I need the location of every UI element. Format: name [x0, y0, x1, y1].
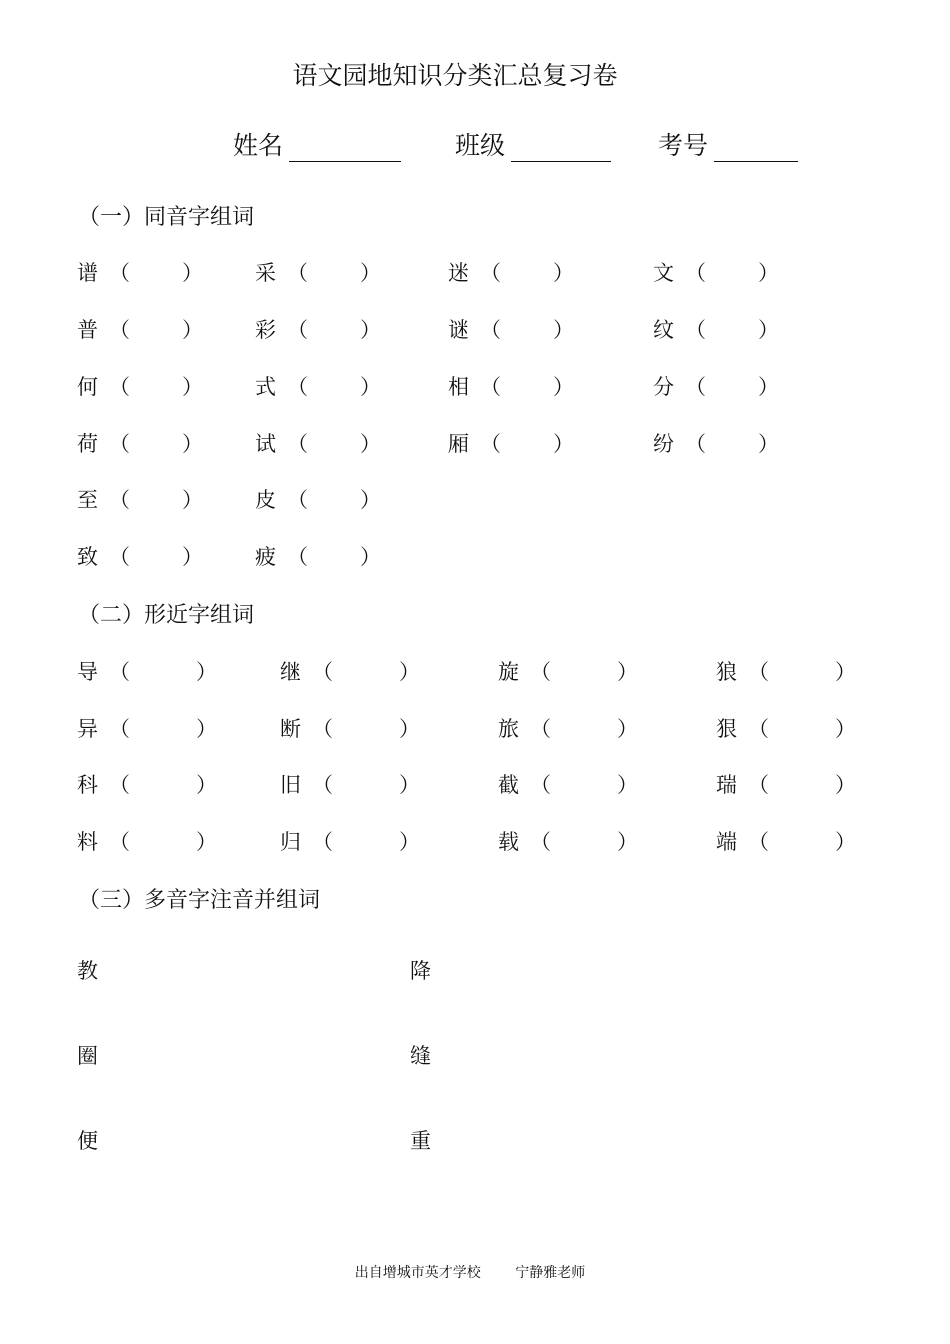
answer-blank[interactable]: [130, 428, 182, 458]
right-paren: ）: [553, 261, 574, 285]
word-entry: [448, 314, 574, 344]
word-entry: [255, 257, 381, 287]
right-paren: ）: [360, 318, 381, 342]
left-paren: （: [312, 830, 333, 854]
right-paren: ）: [758, 432, 779, 456]
answer-blank[interactable]: [130, 656, 196, 686]
left-paren: （: [480, 261, 501, 285]
footer-teacher: 宁静雅老师: [515, 1265, 586, 1281]
character: 至: [77, 488, 98, 512]
right-paren: ）: [553, 432, 574, 456]
left-paren: （: [480, 432, 501, 456]
polyphone-character: 圈: [77, 1044, 98, 1068]
character: 旅: [498, 717, 519, 741]
answer-blank[interactable]: [333, 769, 399, 799]
polyphone-character: 便: [77, 1129, 98, 1153]
left-paren: （: [109, 318, 130, 342]
left-paren: （: [748, 830, 769, 854]
left-paren: （: [685, 432, 706, 456]
word-entry: [448, 428, 574, 458]
character: 继: [280, 660, 301, 684]
left-paren: （: [287, 318, 308, 342]
left-paren: （: [287, 545, 308, 569]
answer-blank[interactable]: [333, 826, 399, 856]
character: 端: [716, 830, 737, 854]
word-entry: [255, 314, 381, 344]
section-heading-homophones: （一）同音字组词: [78, 205, 255, 230]
left-paren: （: [530, 830, 551, 854]
right-paren: ）: [360, 488, 381, 512]
word-entry: [77, 257, 203, 287]
character: 科: [77, 773, 98, 797]
answer-blank[interactable]: [769, 656, 835, 686]
right-paren: ）: [182, 318, 203, 342]
character: 载: [498, 830, 519, 854]
character: 分: [653, 375, 674, 399]
character: 料: [77, 830, 98, 854]
word-entry: [77, 656, 217, 686]
word-entry: [77, 826, 217, 856]
answer-blank[interactable]: [706, 314, 758, 344]
answer-blank[interactable]: [551, 826, 617, 856]
right-paren: ）: [182, 375, 203, 399]
left-paren: （: [109, 261, 130, 285]
character: 厢: [448, 432, 469, 456]
right-paren: ）: [617, 660, 638, 684]
answer-blank[interactable]: [130, 484, 182, 514]
right-paren: ）: [360, 545, 381, 569]
answer-blank[interactable]: [308, 371, 360, 401]
character: 何: [77, 375, 98, 399]
right-paren: ）: [196, 660, 217, 684]
left-paren: （: [312, 660, 333, 684]
polyphone-character: 教: [77, 959, 98, 983]
right-paren: ）: [553, 375, 574, 399]
character: 狠: [716, 717, 737, 741]
word-entry: [280, 656, 420, 686]
left-paren: （: [287, 488, 308, 512]
answer-blank[interactable]: [130, 769, 196, 799]
answer-blank[interactable]: [308, 428, 360, 458]
right-paren: ）: [835, 830, 856, 854]
character: 迷: [448, 261, 469, 285]
character: 谱: [77, 261, 98, 285]
word-entry: [716, 826, 856, 856]
answer-blank[interactable]: [769, 713, 835, 743]
answer-blank[interactable]: [551, 713, 617, 743]
character: 试: [255, 432, 276, 456]
character: 瑞: [716, 773, 737, 797]
answer-blank[interactable]: [130, 713, 196, 743]
word-entry: [653, 314, 779, 344]
character: 文: [653, 261, 674, 285]
right-paren: ）: [399, 830, 420, 854]
left-paren: （: [748, 773, 769, 797]
right-paren: ）: [835, 660, 856, 684]
left-paren: （: [109, 773, 130, 797]
word-entry: [77, 484, 203, 514]
word-entry: [255, 371, 381, 401]
character: 普: [77, 318, 98, 342]
character: 导: [77, 660, 98, 684]
character: 疲: [255, 545, 276, 569]
character: 截: [498, 773, 519, 797]
answer-blank[interactable]: [130, 541, 182, 571]
left-paren: （: [480, 318, 501, 342]
word-entry: [653, 257, 779, 287]
answer-blank[interactable]: [130, 371, 182, 401]
word-entry: [498, 826, 638, 856]
word-entry: [280, 713, 420, 743]
footer: [0, 1262, 940, 1282]
right-paren: ）: [617, 717, 638, 741]
answer-blank[interactable]: [501, 428, 553, 458]
section-heading-polyphones: （三）多音字注音并组词: [78, 888, 321, 913]
page-title: 语文园地知识分类汇总复习卷: [292, 61, 618, 90]
character: 狼: [716, 660, 737, 684]
left-paren: （: [530, 717, 551, 741]
character: 式: [255, 375, 276, 399]
word-entry: [716, 769, 856, 799]
right-paren: ）: [758, 375, 779, 399]
right-paren: ）: [399, 773, 420, 797]
word-entry: [255, 428, 381, 458]
left-paren: （: [109, 545, 130, 569]
right-paren: ）: [182, 261, 203, 285]
right-paren: ）: [360, 375, 381, 399]
answer-blank[interactable]: [130, 257, 182, 287]
character: 相: [448, 375, 469, 399]
character: 采: [255, 261, 276, 285]
left-paren: （: [287, 432, 308, 456]
left-paren: （: [685, 318, 706, 342]
left-paren: （: [109, 375, 130, 399]
character: 荷: [77, 432, 98, 456]
word-entry: [255, 484, 381, 514]
character: 断: [280, 717, 301, 741]
left-paren: （: [109, 432, 130, 456]
footer-source: 出自增城市英才学校: [354, 1265, 481, 1281]
left-paren: （: [287, 261, 308, 285]
right-paren: ）: [182, 488, 203, 512]
left-paren: （: [109, 830, 130, 854]
word-entry: [77, 713, 217, 743]
left-paren: （: [312, 717, 333, 741]
right-paren: ）: [553, 318, 574, 342]
left-paren: （: [530, 773, 551, 797]
class-blank[interactable]: [511, 135, 611, 162]
right-paren: ）: [758, 261, 779, 285]
right-paren: ）: [196, 830, 217, 854]
answer-blank[interactable]: [308, 257, 360, 287]
word-entry: [77, 769, 217, 799]
number-label: 考号: [658, 131, 709, 160]
right-paren: ）: [399, 717, 420, 741]
word-entry: [280, 769, 420, 799]
character: 彩: [255, 318, 276, 342]
word-entry: [498, 656, 638, 686]
right-paren: ）: [182, 432, 203, 456]
word-entry: [498, 769, 638, 799]
character: 皮: [255, 488, 276, 512]
right-paren: ）: [835, 717, 856, 741]
answer-blank[interactable]: [130, 314, 182, 344]
section-heading-similar-chars: （二）形近字组词: [78, 603, 255, 628]
answer-blank[interactable]: [706, 257, 758, 287]
answer-blank[interactable]: [501, 314, 553, 344]
character: 纷: [653, 432, 674, 456]
left-paren: （: [748, 660, 769, 684]
answer-blank[interactable]: [706, 371, 758, 401]
word-entry: [255, 541, 381, 571]
word-entry: [448, 257, 574, 287]
character: 旋: [498, 660, 519, 684]
word-entry: [77, 541, 203, 571]
right-paren: ）: [617, 773, 638, 797]
class-label: 班级: [455, 131, 506, 160]
number-field[interactable]: [658, 126, 798, 162]
answer-blank[interactable]: [501, 257, 553, 287]
right-paren: ）: [835, 773, 856, 797]
number-blank[interactable]: [714, 135, 798, 162]
polyphone-character: 缝: [410, 1044, 431, 1068]
answer-blank[interactable]: [769, 769, 835, 799]
left-paren: （: [748, 717, 769, 741]
word-entry: [716, 713, 856, 743]
right-paren: ）: [196, 773, 217, 797]
right-paren: ）: [182, 545, 203, 569]
right-paren: ）: [196, 717, 217, 741]
left-paren: （: [685, 261, 706, 285]
answer-blank[interactable]: [308, 484, 360, 514]
answer-blank[interactable]: [501, 371, 553, 401]
word-entry: [448, 371, 574, 401]
name-field[interactable]: [233, 126, 401, 162]
character: 旧: [280, 773, 301, 797]
word-entry: [653, 371, 779, 401]
left-paren: （: [480, 375, 501, 399]
left-paren: （: [109, 717, 130, 741]
right-paren: ）: [360, 432, 381, 456]
answer-blank[interactable]: [308, 314, 360, 344]
word-entry: [77, 371, 203, 401]
left-paren: （: [685, 375, 706, 399]
answer-blank[interactable]: [551, 656, 617, 686]
word-entry: [280, 826, 420, 856]
left-paren: （: [287, 375, 308, 399]
left-paren: （: [312, 773, 333, 797]
right-paren: ）: [758, 318, 779, 342]
polyphone-character: 重: [410, 1129, 431, 1153]
word-entry: [498, 713, 638, 743]
class-field[interactable]: [455, 126, 611, 162]
character: 纹: [653, 318, 674, 342]
word-entry: [653, 428, 779, 458]
character: 异: [77, 717, 98, 741]
answer-blank[interactable]: [130, 826, 196, 856]
word-entry: [716, 656, 856, 686]
word-entry: [77, 314, 203, 344]
left-paren: （: [109, 660, 130, 684]
left-paren: （: [530, 660, 551, 684]
name-blank[interactable]: [289, 135, 401, 162]
right-paren: ）: [360, 261, 381, 285]
answer-blank[interactable]: [333, 713, 399, 743]
answer-blank[interactable]: [706, 428, 758, 458]
right-paren: ）: [617, 830, 638, 854]
answer-blank[interactable]: [333, 656, 399, 686]
character: 致: [77, 545, 98, 569]
name-label: 姓名: [233, 131, 284, 160]
character: 谜: [448, 318, 469, 342]
answer-blank[interactable]: [308, 541, 360, 571]
polyphone-character: 降: [410, 959, 431, 983]
right-paren: ）: [399, 660, 420, 684]
character: 归: [280, 830, 301, 854]
word-entry: [77, 428, 203, 458]
answer-blank[interactable]: [769, 826, 835, 856]
answer-blank[interactable]: [551, 769, 617, 799]
left-paren: （: [109, 488, 130, 512]
